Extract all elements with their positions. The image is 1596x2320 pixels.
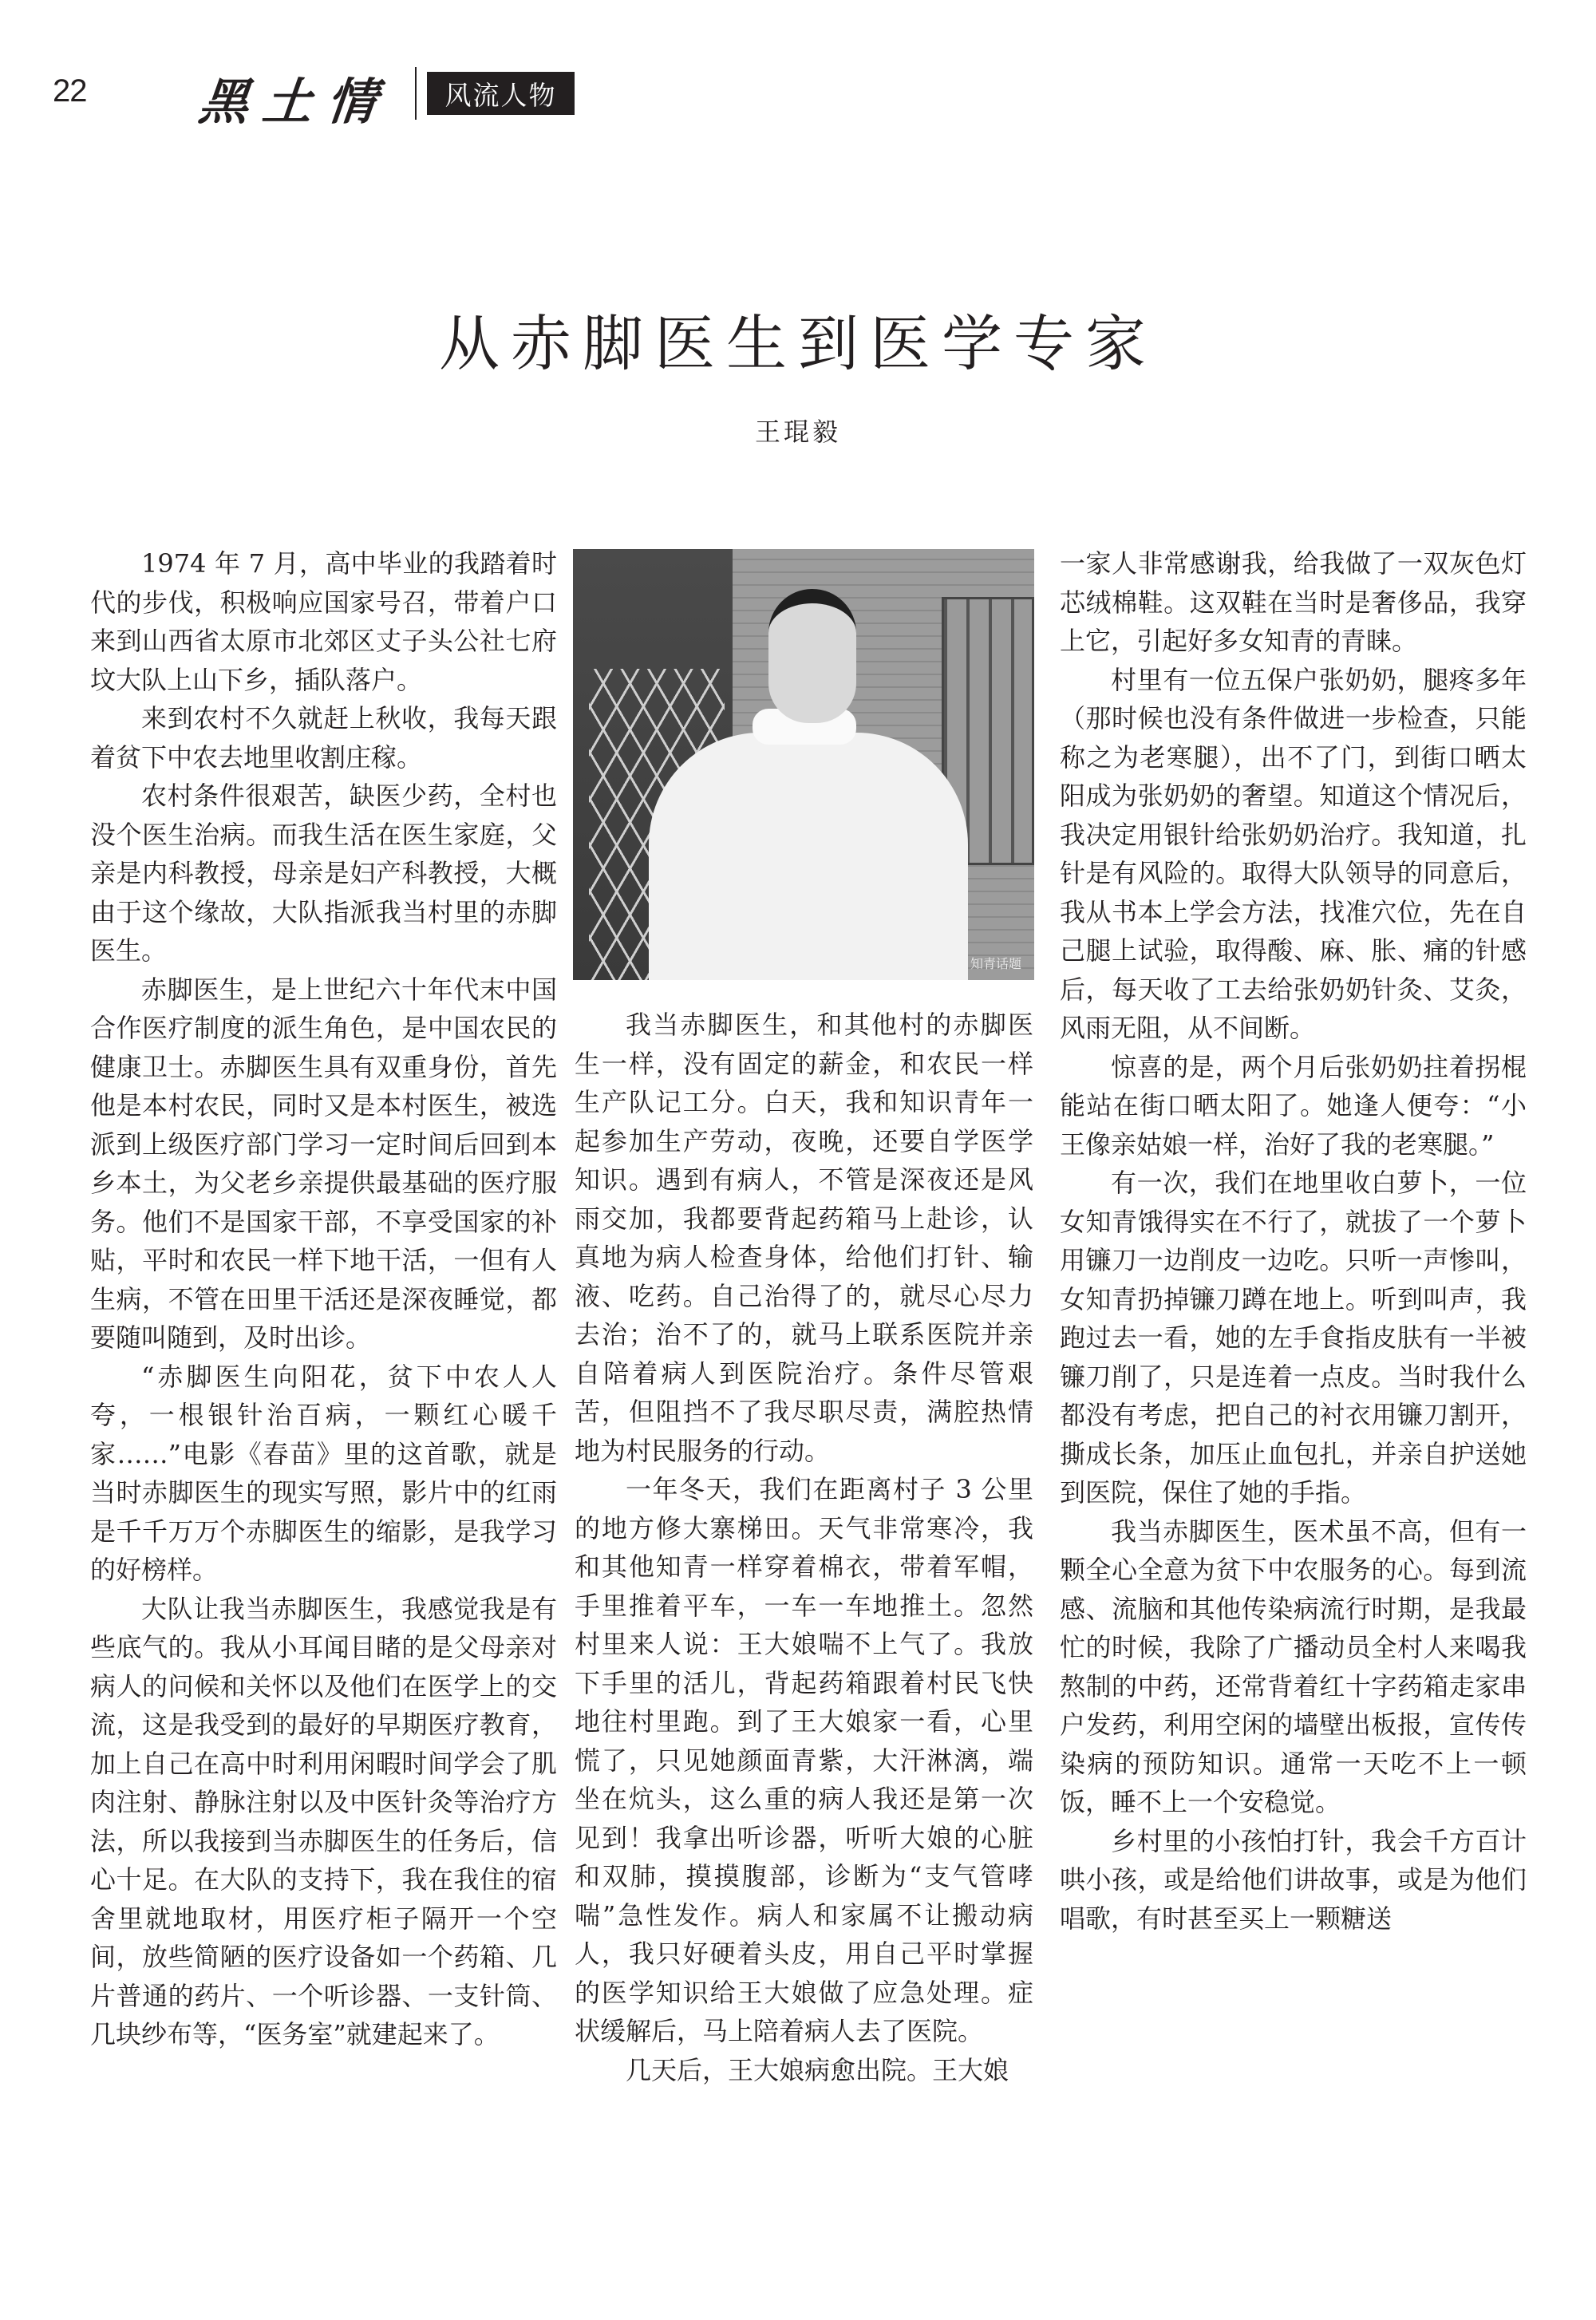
photo-watermark: 知青话题 [970, 956, 1021, 971]
paragraph: 我当赤脚医生，医术虽不高，但有一颗全心全意为贫下中农服务的心。每到流感、流脑和其他传染病流行时期，是我最忙的时候，我除了广播动员全村人来喝我熬制的中药，还常背着红十字药箱走家串户发药，利用空闲的墙壁出板报，宣传传染病的预防知识。通常一天吃不上一顿饭，睡不上一个安稳觉。 [1060, 1516, 1527, 1817]
text-column-1 [90, 544, 557, 2054]
paragraph: 我当赤脚医生，和其他村的赤脚医生一样，没有固定的薪金，和农民一样生产队记工分。白天，我和知识青年一起参加生产劳动，夜晚，还要自学医学知识。遇到有病人，不管是深夜还是风雨交加，我都要背起药箱马上赴诊，认真地为病人检查身体，给他们打针、输液、吃药。自己治得了的，就尽心尽力去治；治不了的，就马上联系医院并亲自陪着病人到医院治疗。条件尽管艰苦，但阻挡不了我尽职尽责，满腔热情地为村民服务的行动。 [575, 1010, 1033, 1466]
header-divider [415, 67, 417, 120]
photo-person-coat [649, 733, 968, 980]
page-number: 22 [53, 73, 87, 109]
paragraph: “赤脚医生向阳花，贫下中农人人夸，一根银针治百病，一颗红心暖千家……”电影《春苗》里的这首歌，就是当时赤脚医生的现实写照，影片中的红雨是千千万万个赤脚医生的缩影，是我学习的好榜样。 [90, 1361, 557, 1585]
paragraph-continued: 一家人非常感谢我，给我做了一双灰色灯芯绒棉鞋。这双鞋在当时是奢侈品，我穿上它，引起好多女知青的青睐。 [1060, 548, 1527, 656]
article-photo [573, 549, 1034, 980]
photo-person-head [768, 589, 856, 723]
paragraph: 大队让我当赤脚医生，我感觉我是有些底气的。我从小耳闻目睹的是父母亲对病人的问候和关怀以及他们在医学上的交流，这是我受到的最好的早期医疗教育，加上自己在高中时利用闲暇时间学会了肌肉注射、静脉注射以及中医针灸等治疗方法，所以我接到当赤脚医生的任务后，信心十足。在大队的支持下，我在我住的宿舍里就地取材，用医疗柜子隔开一个空间，放些简陋的医疗设备如一个药箱、几片普通的药片、一个听诊器、一支针筒、几块纱布等，“医务室”就建起来了。 [90, 1593, 557, 2049]
page-header [0, 48, 1596, 144]
paragraph: 一年冬天，我们在距离村子 3 公里的地方修大寨梯田。天气非常寒冷，我和其他知青一样穿着棉衣，带着军帽，手里推着平车，一车一车地推土。忽然村里来人说：王大娘喘不上气了。我放下手里的活儿，背起药箱跟着村民飞快地往村里跑。到了王大娘家一看，心里慌了，只见她颜面青紫，大汗淋漓，端坐在炕头，这么重的病人我还是第一次见到！我拿出听诊器，听听大娘的心脏和双肺，摸摸腹部，诊断为“支气管哮喘”急性发作。病人和家属不让搬动病人，我只好硬着头皮，用自己平时掌握的医学知识给王大娘做了应急处理。症状缓解后，马上陪着病人去了医院。 [575, 1474, 1033, 2046]
text-column-3 [1060, 544, 1527, 1938]
paragraph: 村里有一位五保户张奶奶，腿疼多年（那时候也没有条件做进一步检查，只能称之为老寒腿），出不了门，到街口晒太阳成为张奶奶的奢望。知道这个情况后，我决定用银针给张奶奶治疗。我知道，扎针是有风险的。取得大队领导的同意后，我从书本上学会方法，找准穴位，先在自己腿上试验，取得酸、麻、胀、痛的针感后，每天收了工去给张奶奶针灸、艾灸，风雨无阻，从不间断。 [1060, 664, 1527, 1043]
paragraph: 乡村里的小孩怕打针，我会千方百计哄小孩，或是给他们讲故事，或是为他们唱歌，有时甚至买上一颗糖送 [1060, 1825, 1527, 1934]
paragraph: 有一次，我们在地里收白萝卜，一位女知青饿得实在不行了，就拔了一个萝卜用镰刀一边削皮一边吃。只听一声惨叫，女知青扔掉镰刀蹲在地上。听到叫声，我跑过去一看，她的左手食指皮肤有一半被镰刀削了，只是连着一点皮。当时我什么都没有考虑，把自己的衬衣用镰刀割开，撕成长条，加压止血包扎，并亲自护送她到医院，保住了她的手指。 [1060, 1168, 1527, 1508]
paragraph: 几天后，王大娘病愈出院。王大娘 [626, 2054, 1009, 2085]
magazine-logo: 黑土情 [196, 73, 394, 131]
article-author: 王琨毅 [754, 417, 841, 447]
paragraph: 赤脚医生，是上世纪六十年代末中国合作医疗制度的派生角色，是中国农民的健康卫士。赤脚医生具有双重身份，首先他是本村农民，同时又是本村医生，被选派到上级医疗部门学习一定时间后回到本乡本土，为父老乡亲提供最基础的医疗服务。他们不是国家干部，不享受国家的补贴，平时和农民一样下地干活，一但有人生病，不管在田里干活还是深夜睡觉，都要随叫随到，及时出诊。 [90, 974, 557, 1353]
paragraph: 农村条件很艰苦，缺医少药，全村也没个医生治病。而我生活在医生家庭，父亲是内科教授，母亲是妇产科教授，大概由于这个缘故，大队指派我当村里的赤脚医生。 [90, 781, 557, 966]
paragraph: 1974 年 7 月，高中毕业的我踏着时代的步伐，积极响应国家号召，带着户口来到山西省太原市北郊区丈子头公社七府坟大队上山下乡，插队落户。 [90, 548, 557, 695]
article-title: 从赤脚医生到医学专家 [439, 308, 1157, 379]
section-badge: 风流人物 [427, 72, 575, 115]
paragraph: 来到农村不久就赶上秋收，我每天跟着贫下中农去地里收割庄稼。 [90, 703, 557, 773]
paragraph: 惊喜的是，两个月后张奶奶拄着拐棍能站在街口晒太阳了。她逢人便夸：“小王像亲姑娘一样，治好了我的老寒腿。” [1060, 1051, 1527, 1160]
text-column-2 [575, 1006, 1033, 2089]
